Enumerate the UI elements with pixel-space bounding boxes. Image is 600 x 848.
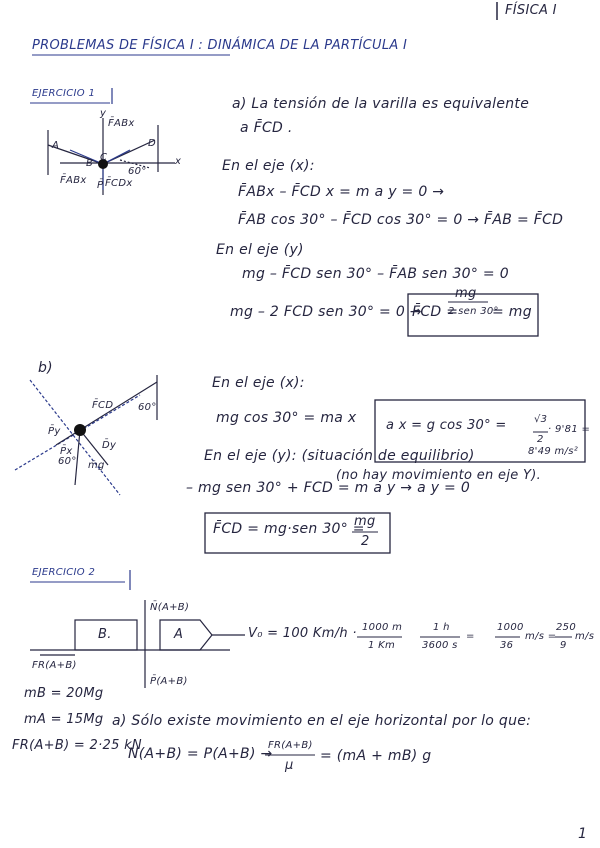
label-b-part: b) xyxy=(38,360,53,376)
friction-label: FR(A+B) xyxy=(32,660,77,671)
label-mg: m̄g xyxy=(88,460,105,471)
label-60-b: 60° xyxy=(138,402,157,413)
part-b-eq2: – mg sen 30° + FCD = m a y → a y = 0 xyxy=(186,480,471,496)
conv-result-num: 1000 xyxy=(497,622,524,633)
label-dy: D̄y xyxy=(102,440,117,451)
label-fcd-b: F̄CD xyxy=(92,400,114,411)
label-b: B xyxy=(86,158,94,169)
conv-final-num: 250 xyxy=(556,622,576,633)
mass-a: mA = 15Mg xyxy=(24,712,104,727)
part-a-result-num: mg xyxy=(455,286,477,301)
weight-label: P̄(A+B) xyxy=(150,676,188,687)
conv-unit2: m/s xyxy=(575,631,595,642)
part-b-eq1: mg cos 30° = ma x xyxy=(216,410,357,426)
part-a-result-lhs: F̄CD = xyxy=(412,304,459,320)
part-b-box-result: 8'49 m/s² xyxy=(528,446,579,457)
part-b-box-tail: · 9'81 = xyxy=(548,424,591,435)
label-px: P̄x xyxy=(60,446,73,457)
part-b-note: (no hay movimiento en eje Y). xyxy=(336,468,542,483)
label-d: D xyxy=(148,138,157,149)
normal-axis xyxy=(30,380,120,495)
label-c: C xyxy=(100,152,108,163)
diagram-b xyxy=(15,375,157,495)
part-a-eje-x: En el eje (x): xyxy=(222,158,315,174)
label-a: A xyxy=(52,140,60,151)
page-title: PROBLEMAS DE FÍSICA I : DINÁMICA DE LA PARTÍCULA I xyxy=(32,38,408,53)
block-a-label: A xyxy=(174,627,184,642)
part-b-box-eq: a x = g cos 30° = xyxy=(386,418,507,433)
label-py: P̄y xyxy=(48,426,61,437)
part-a-result-rhs: = mg xyxy=(492,304,532,320)
label-fabx: F̄ABx xyxy=(108,118,135,129)
conv-result-den: 36 xyxy=(500,640,514,651)
conv2-num: 1 h xyxy=(433,622,450,633)
conv1-den: 1 Km xyxy=(368,640,396,651)
ex2-part-a-text: a) Sólo existe movimiento en el eje horizontal por lo que: xyxy=(112,713,532,729)
part-b-frac-num: √3 xyxy=(534,414,548,425)
part-a-line2: a F̄CD . xyxy=(240,120,293,136)
conv1-num: 1000 m xyxy=(362,622,403,633)
part-a-result-den: 2 sen 30° xyxy=(448,306,499,317)
ex2-frac-den: μ xyxy=(285,758,294,773)
part-b-eje-x: En el eje (x): xyxy=(212,375,305,391)
conv-unit1: m/s = xyxy=(525,631,557,642)
part-a-eq2: F̄AB cos 30° – F̄CD cos 30° = 0 → F̄AB = F̄CD xyxy=(238,212,564,228)
conv-final-den: 9 xyxy=(560,640,567,651)
part-b-eje-y: En el eje (y): (situación de equilibrio) xyxy=(204,448,475,464)
page-number: 1 xyxy=(578,826,588,842)
course-tag: FÍSICA I xyxy=(505,3,557,18)
exercise1-heading: EJERCICIO 1 xyxy=(32,88,96,99)
block-a xyxy=(160,620,212,650)
label-x: x xyxy=(175,156,182,167)
friction-value: FR(A+B) = 2·25 kN xyxy=(12,738,142,753)
label-y: y xyxy=(100,108,107,119)
label-fcdx: F̄CDx xyxy=(105,178,133,189)
part-a-eq1: F̄ABx – F̄CD x = m a y = 0 → xyxy=(238,184,445,200)
ex2-frac-num: FR(A+B) xyxy=(268,740,313,751)
label-fabx2: F̄ABx xyxy=(60,175,87,186)
label-60-b2: 60° xyxy=(58,456,77,467)
part-a-line1: a) La tensión de la varilla es equivalente xyxy=(232,96,530,112)
ex2-eq-tail: = (mA + mB) g xyxy=(320,748,432,764)
conv2-den: 3600 s xyxy=(422,640,458,651)
mass-b: mB = 20Mg xyxy=(24,686,104,701)
part-a-eq3: mg – F̄CD sen 30° – F̄AB sen 30° = 0 xyxy=(242,266,509,282)
part-a-eq4: mg – 2 FCD sen 30° = 0 → xyxy=(230,304,422,320)
particle-b xyxy=(74,424,86,436)
part-b-frac-den: 2 xyxy=(537,434,544,445)
block-b-label: B. xyxy=(98,627,112,642)
part-b-result-num: mg xyxy=(354,514,376,529)
diagram-ex2 xyxy=(30,600,245,688)
normal-label: N̄(A+B) xyxy=(150,602,190,613)
part-b-result-den: 2 xyxy=(361,534,370,549)
part-b-result-lhs: F̄CD = mg·sen 30° = xyxy=(213,521,365,537)
v0-equation: V₀ = 100 Km/h · xyxy=(248,626,357,641)
label-60: 60° xyxy=(128,166,147,177)
label-p: P̄ xyxy=(97,180,104,191)
exercise2-heading: EJERCICIO 2 xyxy=(32,567,96,578)
ex2-eq-n: N(A+B) = P(A+B) → xyxy=(128,746,273,762)
part-a-eje-y: En el eje (y) xyxy=(216,242,304,258)
conv-equals: = xyxy=(466,631,475,642)
